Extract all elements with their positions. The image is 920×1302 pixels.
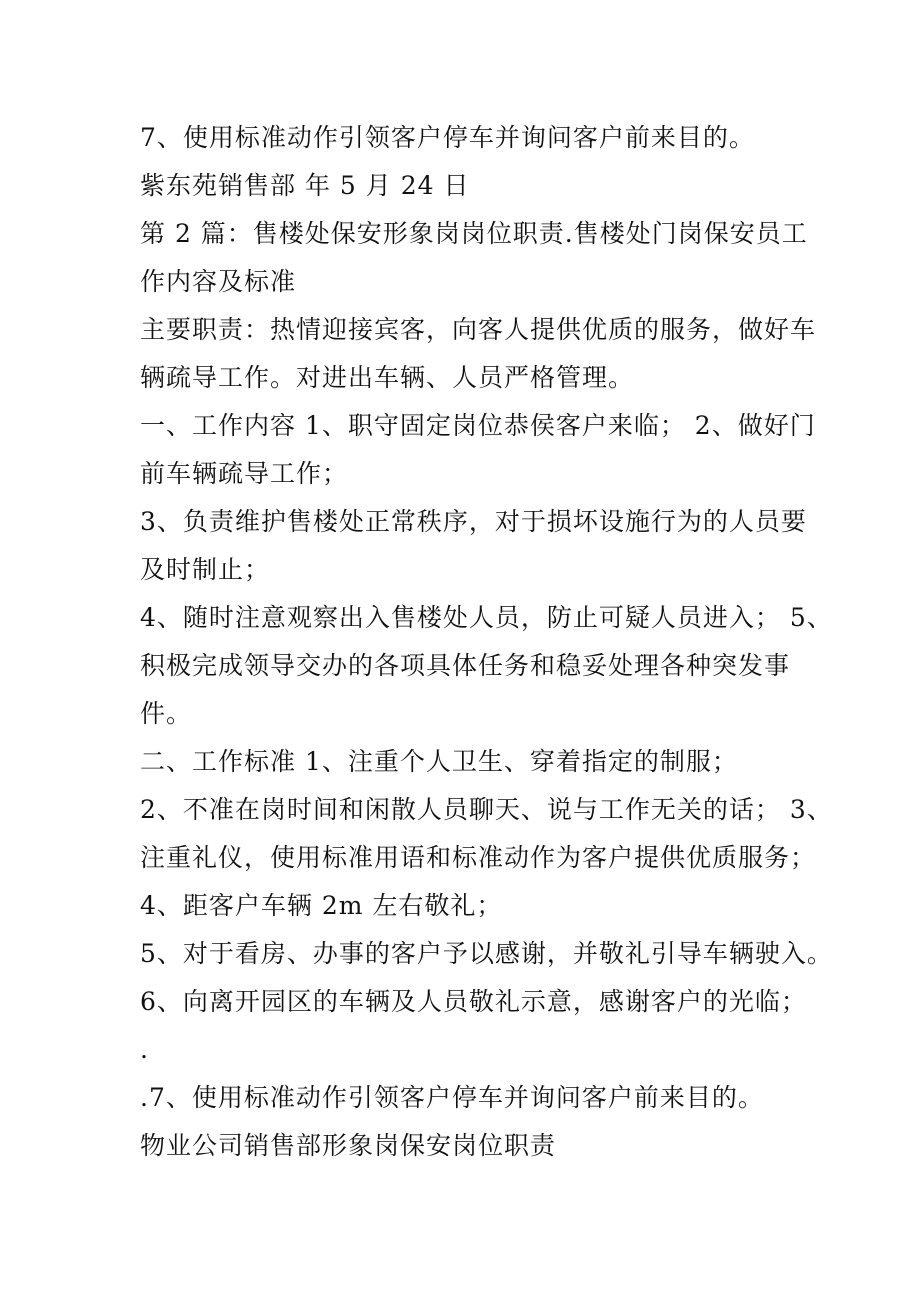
text-line: 3、负责维护售楼处正常秩序，对于损坏设施行为的人员要 (140, 507, 807, 536)
separator-dot-line: . (140, 1035, 149, 1064)
text-line: 物业公司销售部形象岗保安岗位职责 (140, 1131, 557, 1160)
text-line: 件。 (140, 699, 193, 728)
text-line: 5、对于看房、办事的客户予以感谢，并敬礼引导车辆驶入。 (140, 939, 833, 968)
text-line: 7、使用标准动作引领客户停车并询问客户前来目的。 (140, 123, 755, 152)
text-line: 4、随时注意观察出入售楼处人员，防止可疑人员进入； 5、 (140, 603, 833, 632)
text-line: 一、工作内容 1、职守固定岗位恭侯客户来临； 2、做好门 (140, 411, 816, 440)
text-line: 紫东苑销售部 年 5 月 24 日 (140, 171, 470, 200)
section-heading-line: 第 2 篇：售楼处保安形象岗岗位职责.售楼处门岗保安员工 (140, 219, 808, 248)
text-line: 4、距客户车辆 2m 左右敬礼； (140, 891, 503, 920)
section-heading-line: 作内容及标准 (140, 267, 297, 296)
text-line: 2、不准在岗时间和闲散人员聊天、说与工作无关的话； 3、 (140, 795, 833, 824)
text-line: 6、向离开园区的车辆及人员敬礼示意，感谢客户的光临； (140, 987, 807, 1016)
text-line: .7、使用标准动作引领客户停车并询问客户前来目的。 (140, 1083, 764, 1112)
text-line: 辆疏导工作。对进出车辆、人员严格管理。 (140, 363, 635, 392)
text-line: 及时制止； (140, 555, 271, 584)
text-line: 主要职责：热情迎接宾客，向客人提供优质的服务，做好车 (140, 315, 817, 344)
document-body (140, 114, 833, 1170)
text-line: 积极完成领导交办的各项具体任务和稳妥处理各种突发事 (140, 651, 791, 680)
text-line: 前车辆疏导工作； (140, 459, 349, 488)
text-line: 注重礼仪，使用标准用语和标准动作为客户提供优质服务； (140, 843, 817, 872)
text-line: 二、工作标准 1、注重个人卫生、穿着指定的制服； (140, 747, 738, 776)
